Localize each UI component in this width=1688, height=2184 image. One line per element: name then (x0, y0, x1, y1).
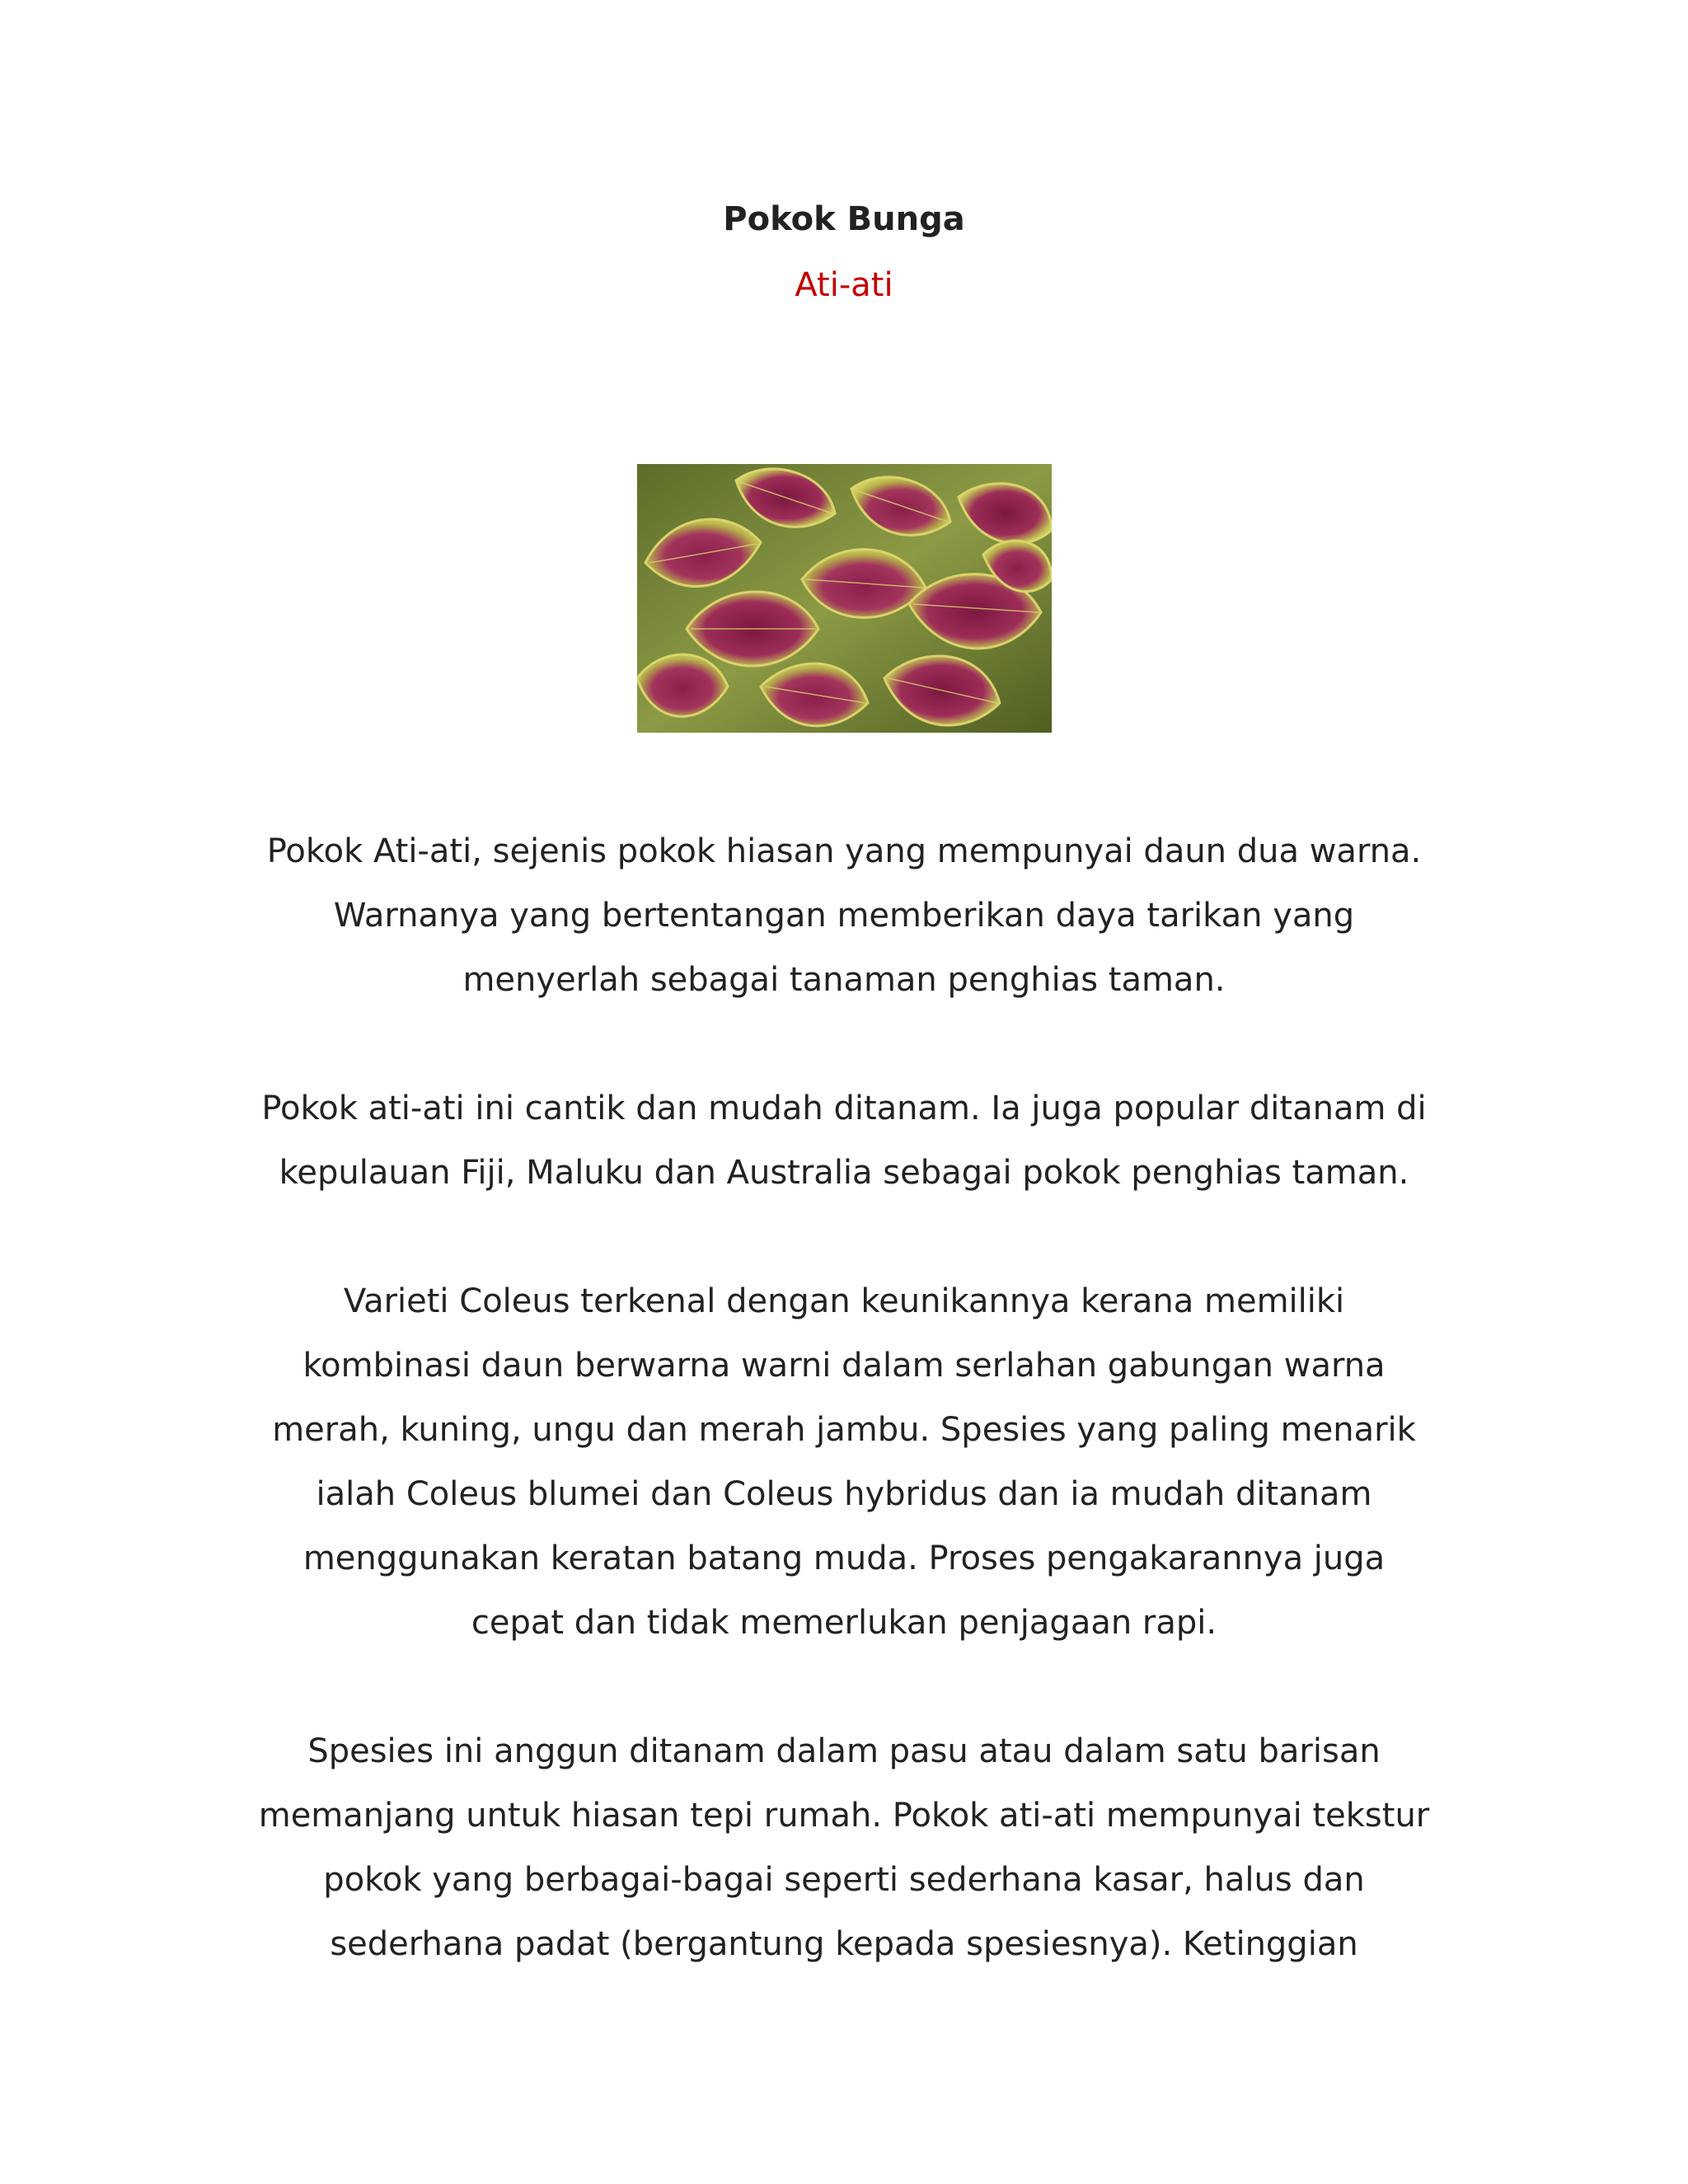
text-line: cepat dan tidak memerlukan penjagaan rapi. (471, 1604, 1217, 1642)
text-line: Pokok ati-ati ini cantik dan mudah ditanam. Ia juga popular ditanam di (261, 1090, 1427, 1127)
text-line: sederhana padat (bergantung kepada spesiesnya). Ketinggian (330, 1925, 1358, 1963)
coleus-plant-photo (637, 464, 1052, 733)
text-line: memanjang untuk hiasan tepi rumah. Pokok ati-ati mempunyai tekstur (258, 1797, 1430, 1835)
text-line: Spesies ini anggun ditanam dalam pasu atau dalam satu barisan (307, 1732, 1381, 1770)
text-line: pokok yang berbagai-bagai seperti sederhana kasar, halus dan (323, 1861, 1365, 1899)
page-title: Pokok Bunga (723, 200, 965, 238)
text-line: merah, kuning, ungu dan merah jambu. Spesies yang paling menarik (272, 1411, 1416, 1449)
text-line: menyerlah sebagai tanaman penghias taman. (462, 961, 1226, 999)
paragraph (214, 819, 1474, 1012)
page-subtitle: Ati-ati (795, 266, 893, 304)
text-line: menggunakan keratan batang muda. Proses pengakarannya juga (302, 1540, 1386, 1577)
text-line: kombinasi daun berwarna warni dalam serlahan gabungan warna (302, 1347, 1386, 1385)
text-line: Pokok Ati-ati, sejenis pokok hiasan yang mempunyai daun dua warna. (266, 832, 1422, 870)
paragraph (214, 1269, 1474, 1655)
body-text (214, 819, 1474, 2041)
text-line: Varieti Coleus terkenal dengan keunikannya kerana memiliki (343, 1282, 1345, 1320)
text-line: ialah Coleus blumei dan Coleus hybridus dan ia mudah ditanam (316, 1475, 1372, 1513)
paragraph (214, 1076, 1474, 1205)
text-line: Warnanya yang bertentangan memberikan daya tarikan yang (333, 897, 1355, 935)
text-line: kepulauan Fiji, Maluku dan Australia sebagai pokok penghias taman. (279, 1154, 1409, 1192)
paragraph (214, 1719, 1474, 1976)
